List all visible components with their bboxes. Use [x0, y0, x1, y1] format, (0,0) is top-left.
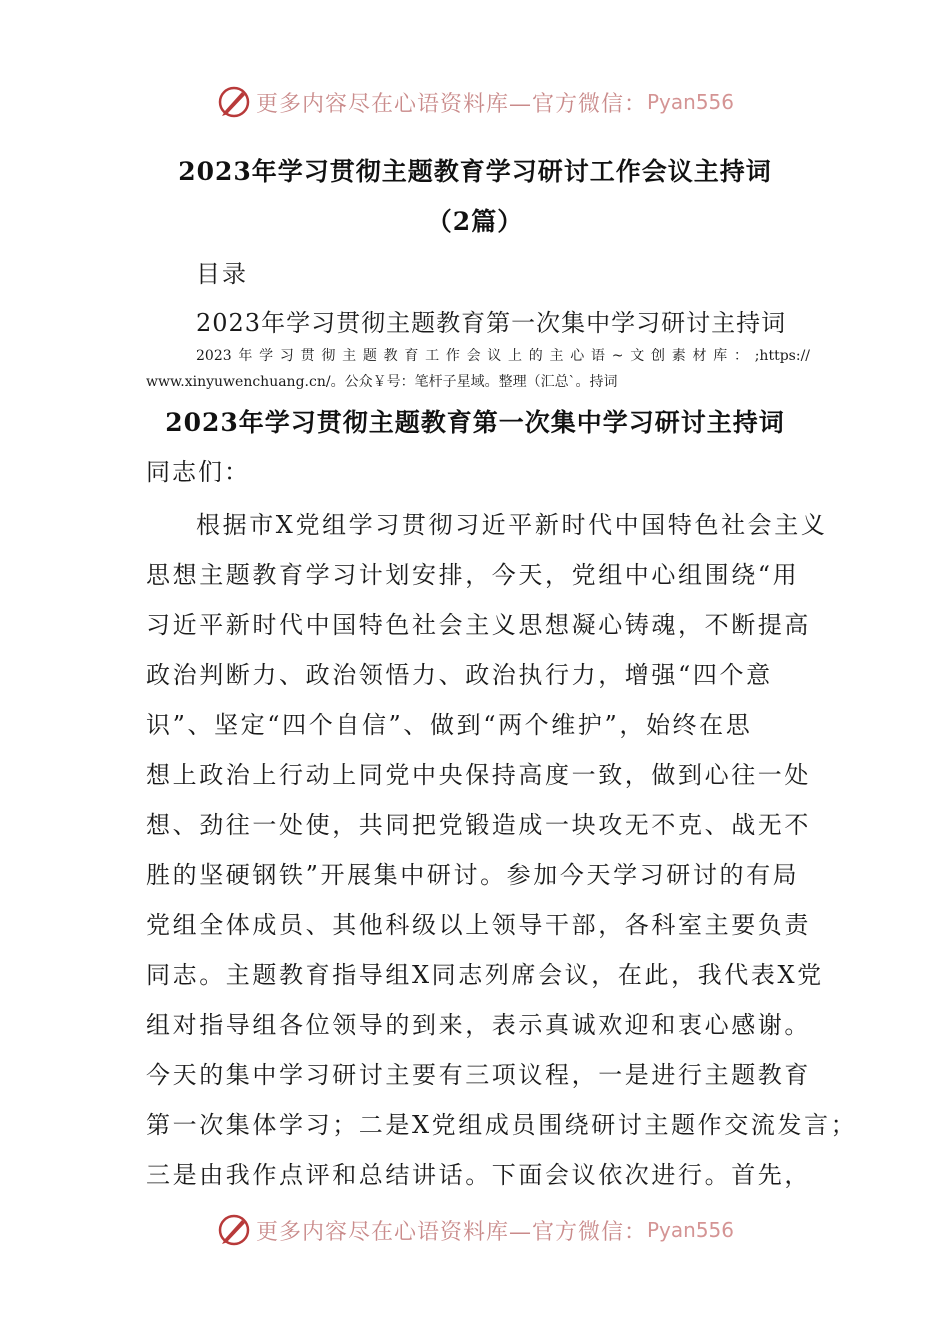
body-line: 今天的集中学习研讨主要有三项议程，一是进行主题教育: [146, 1061, 811, 1089]
source-note-line2: www.xinyuwenchuang.cn/。公众￥号：笔杆子星域。整理（汇总`。持词: [146, 374, 618, 390]
banner-text: 更多内容尽在心语资料库—官方微信：: [255, 1219, 647, 1245]
banner-wechat-id: Pyan556: [647, 1218, 735, 1242]
document-title: 2023年学习贯彻主题教育学习研讨工作会议主持词: [178, 157, 772, 186]
body-line: 根据市X党组学习贯彻习近平新时代中国特色社会主义: [196, 511, 828, 539]
body-line: 思想主题教育学习计划安排，今天，党组中心组围绕“用: [146, 561, 800, 589]
body-line: 三是由我作点评和总结讲话。下面会议依次进行。首先，: [146, 1161, 811, 1189]
body-line: 第一次集体学习；二是X党组成员围绕研讨主题作交流发言；: [146, 1111, 858, 1139]
banner-text: 更多内容尽在心语资料库—官方微信：: [255, 91, 647, 117]
banner-wechat-id: Pyan556: [647, 90, 735, 114]
body-line: 习近平新时代中国特色社会主义思想凝心铸魂，不断提高: [146, 611, 811, 639]
body-line: 政治判断力、政治领悟力、政治执行力，增强“四个意: [146, 661, 773, 689]
header-banner: [0, 82, 950, 122]
body-line: 想上政治上行动上同党中央保持高度一致，做到心往一处: [146, 761, 811, 789]
greeting: 同志们：: [146, 458, 250, 486]
footer-banner: [0, 1210, 950, 1250]
body-line: 想、劲往一处使，共同把党锻造成一块攻无不克、战无不: [146, 811, 811, 839]
section-title: 2023年学习贯彻主题教育第一次集中学习研讨主持词: [165, 408, 785, 437]
body-line: 胜的坚硬钢铁”开展集中研讨。参加今天学习研讨的有局: [146, 861, 800, 889]
pen-logo-icon: [216, 84, 252, 120]
body-line: 党组全体成员、其他科级以上领导干部，各科室主要负责: [146, 911, 811, 939]
source-note-line1: 2023年学习贯彻主题教育工作会议上的主心语~文创素材库：;https://: [196, 348, 810, 364]
body-line: 识”、坚定“四个自信”、做到“两个维护”，始终在思: [146, 711, 753, 739]
pen-logo-icon: [216, 1212, 252, 1248]
body-line: 组对指导组各位领导的到来，表示真诚欢迎和衷心感谢。: [146, 1011, 811, 1039]
document-title-count: （2篇）: [426, 207, 524, 236]
toc-heading: 目录: [196, 260, 248, 288]
toc-item[interactable]: 2023年学习贯彻主题教育第一次集中学习研讨主持词: [196, 309, 787, 337]
body-line: 同志。主题教育指导组X同志列席会议，在此，我代表X党: [146, 961, 824, 989]
